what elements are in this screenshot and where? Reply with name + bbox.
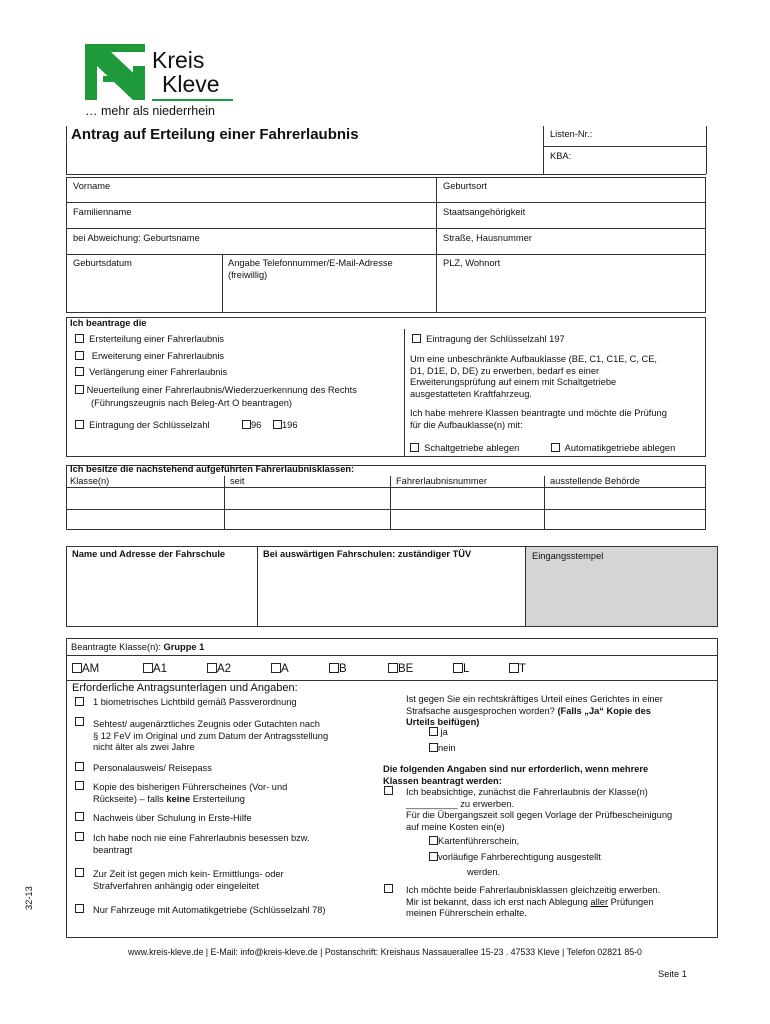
option-label: Neuerteilung einer Fahrerlaubnis/Wiederzuerkennung des Rechts [86, 385, 357, 395]
automatik-option[interactable] [551, 443, 675, 455]
label-underline: aller [590, 896, 609, 907]
label-line: Zur Zeit ist gegen mich kein- Ermittlungs- oder [93, 869, 284, 879]
option-label: Eintragung der Schlüsselzahl [89, 420, 210, 430]
klasse-b-option[interactable] [329, 662, 347, 676]
option-label: 96 [251, 420, 262, 430]
option-label: B [339, 663, 347, 675]
label-line: Sehtest/ augenärztliches Zeugnis oder Gutachten nach [93, 719, 320, 729]
beantragte-klassen-label [71, 642, 204, 654]
nie-besessen-checkbox[interactable] [75, 832, 84, 841]
kontakt-label: Angabe Telefonnummer/E-Mail-Adresse [228, 258, 393, 268]
kreis-kleve-logo-mark [85, 44, 149, 100]
klasse-l-option[interactable] [453, 662, 469, 676]
checkbox[interactable] [75, 420, 84, 429]
klasse-be-option[interactable] [388, 662, 413, 676]
sehtest-label [93, 719, 328, 754]
info-line: Ich habe mehrere Klassen beantragte und möchte die Prüfung [410, 408, 667, 418]
info-line: für die Aufbauklasse(n) mit: [410, 419, 523, 430]
checkbox[interactable] [72, 663, 82, 673]
erste-hilfe-checkbox[interactable] [75, 812, 84, 821]
urteil-question [406, 694, 663, 729]
page-number: Seite 1 [658, 969, 687, 979]
option-label: nein [438, 743, 456, 753]
footer-contact: www.kreis-kleve.de | E-Mail: info@kreis-kleve.de | Postanschrift: Kreishaus Nassauerallee 15-23 . 47533 Kleve | Telefon 02821 85-0 [128, 947, 642, 957]
ersterteilung-option[interactable] [75, 334, 224, 346]
question-line [406, 706, 663, 718]
option-label: 196 [282, 420, 298, 430]
option-label: Ersterteilung einer Fahrerlaubnis [89, 334, 225, 344]
option-label: L [463, 663, 470, 675]
vorname-field[interactable]: Vorname [73, 181, 111, 191]
info-line: Um eine unbeschränkte Aufbauklasse (BE, C1, C1E, C, CE, [410, 354, 658, 364]
label-part: Prüfungen [608, 896, 654, 907]
checkbox[interactable] [429, 852, 438, 861]
klasse-t-option[interactable] [509, 662, 526, 676]
option-label: T [519, 663, 527, 675]
erste-hilfe-label: Nachweis über Schulung in Erste-Hilfe [93, 813, 252, 823]
kartenfuehrerschein-option[interactable] [429, 836, 519, 848]
heading-line: Klassen beantragt werden: [383, 775, 502, 786]
checkbox[interactable] [429, 743, 438, 752]
option-label: Kartenführerschein, [438, 836, 520, 846]
neuerteilung-option[interactable] [75, 385, 357, 397]
automatik-78-label: Nur Fahrzeuge mit Automatikgetriebe (Schlüsselzahl 78) [93, 905, 326, 915]
option-label: Automatikgetriebe ablegen [564, 443, 676, 453]
schluesselzahl-197-option[interactable] [412, 334, 565, 346]
werden-label: werden. [467, 867, 501, 877]
option-label: Erweiterung einer Fahrerlaubnis [91, 351, 225, 361]
option-label: Eintragung der Schlüsselzahl 197 [426, 334, 565, 344]
checkbox[interactable] [75, 351, 84, 360]
besitz-heading: Ich besitze die nachstehend aufgeführten Fahrerlaubnisklassen: [70, 464, 355, 474]
checkbox[interactable] [273, 420, 282, 429]
info-line: Erweiterungsprüfung auf einem mit Schaltgetriebe [410, 377, 617, 387]
question-line: Urteils beifügen) [406, 717, 480, 727]
checkbox[interactable] [143, 663, 153, 673]
label-line: beantragt [93, 844, 133, 855]
logo-kreis: Kreis [152, 47, 205, 73]
automatik-78-checkbox[interactable] [75, 904, 84, 913]
urteil-ja-option[interactable] [429, 727, 448, 739]
sehtest-checkbox[interactable] [75, 717, 84, 726]
label-part: Rückseite) – falls [93, 793, 167, 804]
checkbox[interactable] [271, 663, 281, 673]
zunaechst-klasse-checkbox[interactable] [384, 786, 393, 795]
checkbox[interactable] [551, 443, 560, 452]
klasse-a2-option[interactable] [207, 662, 231, 676]
option-label: A2 [217, 663, 232, 675]
fahrschule-name-field[interactable]: Name und Adresse der Fahrschule [72, 549, 226, 559]
listen-nr-field[interactable]: Listen-Nr.: [550, 129, 593, 139]
aufbauklasse-info [410, 354, 657, 400]
mehrere-heading [383, 764, 648, 787]
checkbox[interactable] [329, 663, 339, 673]
label-line: Für die Übergangszeit soll gegen Vorlage der Prüfbescheinigung [406, 810, 673, 820]
label-part: Mir ist bekannt, dass ich erst nach Ablegung [406, 896, 591, 907]
logo-tagline: … mehr als niederrhein [85, 104, 215, 118]
schluesselzahl-96-option[interactable] [242, 420, 261, 432]
gleichzeitig-checkbox[interactable] [384, 884, 393, 893]
checkbox[interactable] [429, 836, 438, 845]
zunaechst-klasse-label [406, 787, 672, 833]
checkbox[interactable] [453, 663, 463, 673]
checkbox[interactable] [75, 367, 84, 376]
logo-kleve: Kleve [162, 71, 220, 97]
column-behoerde: ausstellende Behörde [550, 476, 640, 486]
verlaengerung-option[interactable] [75, 367, 227, 379]
column-seit: seit [230, 476, 245, 486]
info-line: ausgestatteten Kraftfahrzeug. [410, 388, 532, 399]
label-line: meinen Führerschein erhalte. [406, 908, 527, 918]
heading-line: Die folgenden Angaben sind nur erforderlich, wenn mehrere [383, 764, 649, 774]
checkbox[interactable] [429, 727, 438, 736]
tuev-field[interactable]: Bei auswärtigen Fahrschulen: zuständiger TÜV [263, 549, 472, 559]
kontakt-hint: (freiwillig) [228, 269, 268, 280]
lichtbild-checkbox[interactable] [75, 697, 84, 706]
question-emphasis: (Falls „Ja“ Kopie des [557, 705, 651, 716]
beantrage-heading: Ich beantrage die [70, 318, 147, 328]
option-label: Verlängerung einer Fahrerlaubnis [89, 367, 228, 377]
mehrere-klassen-info [410, 408, 667, 431]
form-code: 32-13 [24, 886, 34, 910]
kontakt-field[interactable] [228, 258, 393, 281]
klasse-a-option[interactable] [271, 662, 289, 676]
checkbox[interactable] [207, 663, 217, 673]
ausweis-checkbox[interactable] [75, 762, 84, 771]
question-line: Ist gegen Sie ein rechtskräftiges Urteil eines Gerichtes in einer [406, 694, 663, 704]
eingangsstempel-label: Eingangsstempel [532, 551, 604, 561]
table-row[interactable] [67, 510, 705, 529]
label-line: Ich habe noch nie eine Fahrerlaubnis besessen bzw. [93, 833, 310, 843]
nie-besessen-label [93, 833, 310, 856]
schluesselzahl-option[interactable] [75, 420, 210, 432]
ausweis-label: Personalausweis/ Reisepass [93, 763, 212, 773]
vorlaeufige-fahrberechtigung-option[interactable] [429, 852, 601, 864]
strasse-field[interactable]: Straße, Hausnummer [443, 233, 532, 243]
kba-field[interactable]: KBA: [550, 151, 572, 161]
geburtsdatum-field[interactable]: Geburtsdatum [73, 258, 132, 268]
option-label: vorläufige Fahrberechtigung ausgestellt [438, 852, 601, 862]
label-part: Ersterteilung [190, 793, 245, 804]
label-line [93, 794, 287, 806]
unterlagen-heading: Erforderliche Antragsunterlagen und Angaben: [72, 682, 298, 694]
label-emphasis: keine [166, 793, 191, 804]
header-divider [543, 126, 544, 174]
column-klasse: Klasse(n) [70, 476, 110, 486]
klasse-am-option[interactable] [72, 662, 99, 676]
klasse-a1-option[interactable] [143, 662, 167, 676]
label-line: Ich beabsichtige, zunächst die Fahrerlaubnis der Klasse(n) [406, 787, 648, 797]
checkbox[interactable] [509, 663, 519, 673]
schaltgetriebe-option[interactable] [410, 443, 519, 455]
erweiterung-option[interactable] [75, 351, 224, 363]
label-line: Strafverfahren anhängig oder eingeleitet [93, 880, 259, 891]
urteil-nein-option[interactable] [429, 743, 456, 755]
logo-underline [152, 99, 233, 101]
checkbox[interactable] [388, 663, 398, 673]
option-label: A1 [153, 663, 168, 675]
geburtsname-field[interactable]: bei Abweichung: Geburtsname [73, 233, 200, 243]
column-fahrerlaubnisnummer: Fahrerlaubnisnummer [396, 476, 487, 486]
familienname-field[interactable]: Familienname [73, 207, 132, 217]
group-name: Gruppe 1 [163, 642, 205, 652]
strafverfahren-checkbox[interactable] [75, 868, 84, 877]
label-line: __________ zu erwerben. [406, 798, 515, 809]
table-row[interactable] [67, 488, 705, 509]
option-label: BE [398, 663, 414, 675]
checkbox[interactable] [412, 334, 421, 343]
gleichzeitig-label [406, 885, 660, 920]
lichtbild-label: 1 biometrisches Lichtbild gemäß Passverordnung [93, 697, 297, 707]
label-line: Kopie des bisherigen Führerscheines (Vor- und [93, 782, 288, 792]
label-line: auf meine Kosten ein(e) [406, 821, 505, 832]
label-text: Beantragte Klasse(n): [71, 642, 164, 652]
label-line: Ich möchte beide Fahrerlaubnisklassen gleichzeitig erwerben. [406, 885, 661, 895]
fuehrerschein-kopie-checkbox[interactable] [75, 781, 84, 790]
geburtsort-field[interactable]: Geburtsort [443, 181, 487, 191]
plz-field[interactable]: PLZ, Wohnort [443, 258, 501, 268]
page-title: Antrag auf Erteilung einer Fahrerlaubnis [71, 126, 359, 143]
checkbox[interactable] [410, 443, 419, 452]
question-part: Strafsache ausgesprochen worden? [406, 705, 558, 716]
checkbox[interactable] [75, 334, 84, 343]
checkbox[interactable] [242, 420, 251, 429]
staatsangehoerigkeit-field[interactable]: Staatsangehörigkeit [443, 207, 526, 217]
info-line: D1, D1E, D, DE) zu erwerben, bedarf es einer [410, 365, 600, 376]
label-line [406, 897, 660, 909]
schluesselzahl-196-option[interactable] [273, 420, 298, 432]
option-label: A [281, 663, 289, 675]
neuerteilung-hint: (Führungszeugnis nach Beleg-Art O beantragen) [91, 398, 293, 408]
label-line: nicht älter als zwei Jahre [93, 742, 195, 752]
checkbox[interactable] [75, 385, 84, 394]
strafverfahren-label [93, 869, 284, 892]
option-label: ja [440, 727, 448, 737]
personal-data-table [66, 177, 706, 313]
option-label: Schaltgetriebe ablegen [424, 443, 520, 453]
label-line: § 12 FeV im Original und zum Datum der Antragsstellung [93, 730, 329, 741]
fuehrerschein-kopie-label [93, 782, 287, 805]
option-label: AM [82, 663, 100, 675]
